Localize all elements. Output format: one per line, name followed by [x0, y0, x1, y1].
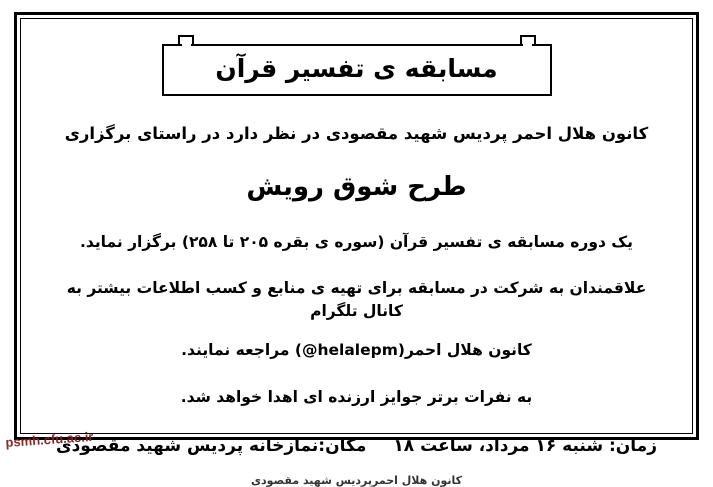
page-title: مسابقه ی تفسیر قرآن: [215, 54, 498, 83]
intro-text: کانون هلال احمر پردیس شهید مقصودی در نظر دارد در راستای برگزاری: [64, 123, 649, 143]
organizer-signature: کانون هلال احمرپردیس شهید مقصودی: [250, 473, 463, 487]
prize-text: به نفرات برتر جوایز ارزنده ای اهدا خواهد شد.: [180, 388, 533, 407]
site-watermark: psmh.cfu.ac.ir: [4, 428, 94, 450]
event-details-row: [50, 436, 663, 456]
telegram-channel-suffix: ) مراجعه نمایند.: [181, 341, 302, 359]
info-text-line-1: علاقمندان به شرکت در مسابقه برای تهیه ی منابع و کسب اطلاعات بیشتر به کانال تلگرام: [66, 278, 647, 320]
telegram-handle: @helalepm: [301, 341, 398, 359]
plan-name-heading: طرح شوق رویش: [246, 172, 467, 203]
contest-detail-text: یک دوره مسابقه ی تفسیر قرآن (سوره ی بقره ۲۰۵ تا ۲۵۸) برگزار نماید.: [80, 233, 633, 252]
title-banner: [162, 44, 552, 96]
banner-tab-right-mask: [523, 44, 532, 48]
banner-tab-left-mask: [182, 44, 191, 48]
telegram-channel-prefix: کانون هلال احمر(: [397, 341, 532, 359]
title-box: [162, 44, 552, 96]
info-text-line-2: [50, 339, 663, 362]
event-time: زمان: شنبه ۱۶ مرداد، ساعت ۱۸: [393, 435, 657, 456]
event-place: مکان:نمازخانه پردیس شهید مقصودی: [56, 435, 367, 456]
